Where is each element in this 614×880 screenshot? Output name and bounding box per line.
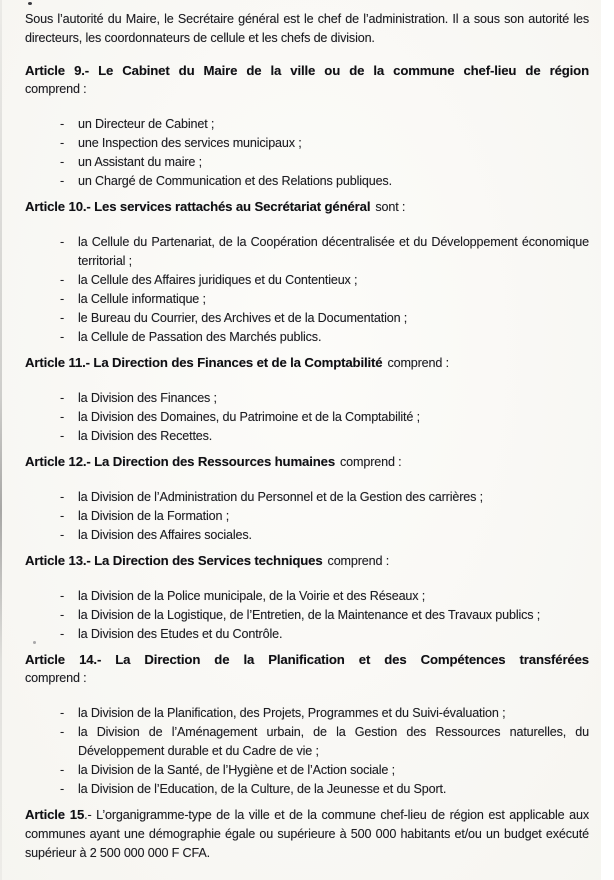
list-item-text: la Division de l’Education, de la Culture, de la Jeunesse et du Sport. bbox=[78, 782, 447, 796]
article-9-items bbox=[25, 115, 589, 191]
article-15-text: .- L’organigramme-type de la ville et de la commune chef-lieu de région est applicable aux communes ayant une démographie égale ou supérieure à 500 000 habitants et/ou un budget exécuté supérieur à 2 500 000 000 F CFA. bbox=[25, 808, 589, 860]
list-item-text: la Cellule du Partenariat, de la Coopération décentralisée et du Développement économique territorial ; bbox=[78, 235, 589, 268]
article-11-heading bbox=[25, 353, 589, 373]
list-item bbox=[60, 172, 589, 191]
list-item-text: la Division des Etudes et du Contrôle. bbox=[78, 627, 283, 641]
list-item-text: la Division de la Logistique, de l’Entretien, de la Maintenance et des Travaux publics ; bbox=[78, 608, 541, 622]
scan-white-margin bbox=[601, 0, 614, 880]
dash-marker: - bbox=[60, 391, 65, 405]
article-15-paragraph bbox=[25, 805, 589, 863]
list-item-text: la Cellule de Passation des Marchés publics. bbox=[78, 330, 322, 344]
dash-marker: - bbox=[60, 330, 65, 344]
list-item-text: la Division de l’Administration du Personnel et de la Gestion des carrières ; bbox=[78, 490, 483, 504]
article-9-section bbox=[25, 61, 589, 191]
dash-marker: - bbox=[60, 725, 65, 739]
article-12-section bbox=[25, 452, 589, 545]
article-12-suffix: comprend : bbox=[340, 455, 402, 469]
list-item bbox=[60, 587, 589, 606]
list-item-text: la Division de la Planification, des Projets, Programmes et du Suivi-évaluation ; bbox=[78, 706, 506, 720]
list-item bbox=[60, 408, 589, 427]
list-item bbox=[60, 233, 589, 271]
article-13-items bbox=[25, 587, 589, 644]
list-item-text: la Division des Finances ; bbox=[78, 391, 217, 405]
dash-marker: - bbox=[60, 273, 65, 287]
list-item bbox=[60, 271, 589, 290]
scan-speck bbox=[33, 641, 36, 644]
dash-marker: - bbox=[60, 292, 65, 306]
list-item bbox=[60, 153, 589, 172]
article-13-suffix: comprend : bbox=[327, 554, 390, 568]
dash-marker: - bbox=[60, 174, 65, 188]
dash-marker: - bbox=[60, 589, 65, 603]
list-item bbox=[60, 389, 589, 408]
list-item bbox=[60, 780, 589, 799]
article-14-items bbox=[25, 704, 589, 799]
article-11-items bbox=[25, 389, 589, 446]
list-item-text: la Division des Recettes. bbox=[78, 429, 213, 443]
dash-marker: - bbox=[60, 627, 65, 641]
list-item-text: la Cellule des Affaires juridiques et du Contentieux ; bbox=[78, 273, 358, 287]
article-12-title: Article 12.- La Direction des Ressources humaines bbox=[25, 454, 336, 469]
list-item-text: une Inspection des services municipaux ; bbox=[78, 136, 302, 150]
dash-marker: - bbox=[60, 608, 65, 622]
dash-marker: - bbox=[60, 136, 65, 150]
article-11-section bbox=[25, 353, 589, 446]
list-item bbox=[60, 507, 589, 526]
article-10-items bbox=[25, 233, 589, 347]
article-10-title: Article 10.- Les services rattachés au Secrétariat général bbox=[25, 199, 371, 214]
list-item bbox=[60, 606, 589, 625]
article-15-label: Article 15 bbox=[25, 807, 85, 822]
article-10-section bbox=[25, 197, 589, 347]
article-14-suffix: comprend : bbox=[25, 671, 87, 685]
list-item-text: un Assistant du maire ; bbox=[78, 155, 202, 169]
list-item-text: un Chargé de Communication et des Relations publiques. bbox=[78, 174, 392, 188]
list-item bbox=[60, 723, 589, 761]
list-item bbox=[60, 134, 589, 153]
dash-marker: - bbox=[60, 509, 65, 523]
dash-marker: - bbox=[60, 763, 65, 777]
article-13-section bbox=[25, 551, 589, 644]
list-item-text: le Bureau du Courrier, des Archives et de la Documentation ; bbox=[78, 311, 408, 325]
dash-marker: - bbox=[60, 235, 65, 249]
article-12-items bbox=[25, 488, 589, 545]
article-9-heading bbox=[25, 61, 589, 99]
list-item bbox=[60, 115, 589, 134]
list-item-text: la Division de l’Aménagement urbain, de la Gestion des Ressources naturelles, du Développement durable et du Cadre de vie ; bbox=[78, 725, 589, 758]
dash-marker: - bbox=[60, 311, 65, 325]
list-item-text: la Division de la Police municipale, de la Voirie et des Réseaux ; bbox=[78, 589, 426, 603]
list-item bbox=[60, 427, 589, 446]
article-14-section bbox=[25, 650, 589, 799]
list-item bbox=[60, 328, 589, 347]
article-14-title: Article 14.- La Direction de la Planification et des Compétences transférées bbox=[25, 652, 589, 667]
scan-speck bbox=[28, 2, 32, 5]
article-13-heading bbox=[25, 551, 589, 571]
dash-marker: - bbox=[60, 706, 65, 720]
dash-marker: - bbox=[60, 782, 65, 796]
list-item-text: la Division des Domaines, du Patrimoine et de la Comptabilité ; bbox=[78, 410, 420, 424]
list-item-text: la Division de la Santé, de l’Hygiène et de l’Action sociale ; bbox=[78, 763, 395, 777]
list-item bbox=[60, 309, 589, 328]
article-11-suffix: comprend : bbox=[387, 356, 449, 370]
article-10-suffix: sont : bbox=[375, 200, 406, 214]
dash-marker: - bbox=[60, 429, 65, 443]
list-item bbox=[60, 704, 589, 723]
dash-marker: - bbox=[60, 490, 65, 504]
dash-marker: - bbox=[60, 410, 65, 424]
article-11-title: Article 11.- La Direction des Finances et de la Comptabilité bbox=[25, 355, 383, 370]
list-item-text: un Directeur de Cabinet ; bbox=[78, 117, 215, 131]
list-item bbox=[60, 290, 589, 309]
article-14-heading bbox=[25, 650, 589, 688]
list-item-text: la Cellule informatique ; bbox=[78, 292, 206, 306]
dash-marker: - bbox=[60, 117, 65, 131]
list-item bbox=[60, 625, 589, 644]
intro-paragraph: Sous l’autorité du Maire, le Secrétaire général est le chef de l’administration. Il a sous son autorité les directeurs, les coordonnateurs de cellule et les chefs de division. bbox=[25, 12, 589, 45]
list-item-text: la Division de la Formation ; bbox=[78, 509, 230, 523]
dash-marker: - bbox=[60, 155, 65, 169]
list-item bbox=[60, 761, 589, 780]
article-9-title: Article 9.- Le Cabinet du Maire de la ville ou de la commune chef-lieu de région bbox=[25, 63, 589, 78]
article-13-title: Article 13.- La Direction des Services techniques bbox=[25, 553, 323, 568]
scan-edge-artifact bbox=[0, 0, 2, 880]
dash-marker: - bbox=[60, 528, 65, 542]
list-item bbox=[60, 488, 589, 507]
list-item-text: la Division des Affaires sociales. bbox=[78, 528, 252, 542]
article-9-suffix: comprend : bbox=[25, 82, 87, 96]
article-10-heading bbox=[25, 197, 589, 217]
list-item bbox=[60, 526, 589, 545]
article-12-heading bbox=[25, 452, 589, 472]
